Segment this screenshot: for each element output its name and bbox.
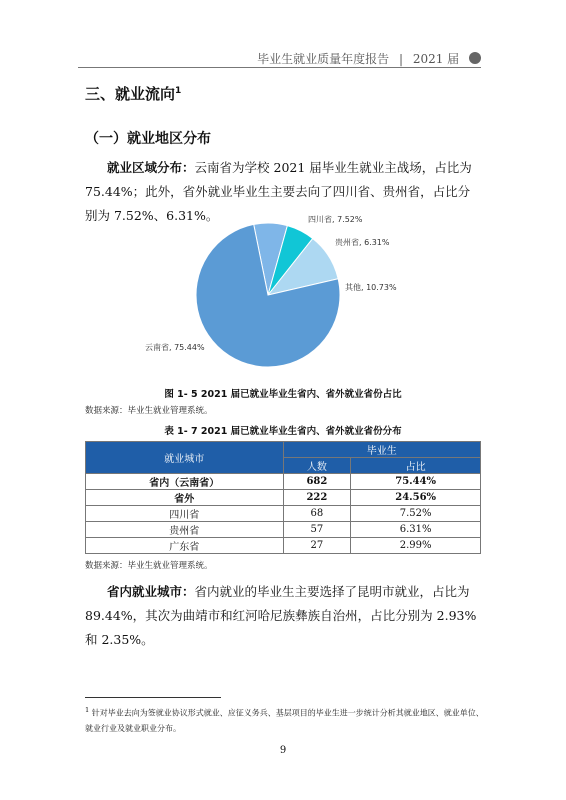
section-title-text: 三、就业流向 <box>85 85 176 103</box>
col-city-header: 就业城市 <box>86 442 284 474</box>
slice-label: 贵州省, 6.31% <box>335 238 390 247</box>
paragraph-text: 云南省为学校 2021 届毕业生就业主战场，占比为 75.44%；此外，省外就业毕业生主要去向了四川省、贵州省，占比分别为 7.52%、6.31%。 <box>85 160 472 223</box>
cell-ratio: 75.44% <box>351 474 481 490</box>
paragraph-lead: 就业区域分布： <box>107 160 195 175</box>
cell-count: 68 <box>283 506 351 522</box>
slice-label: 其他, 10.73% <box>345 283 397 292</box>
cell-count: 27 <box>283 538 351 554</box>
table-source: 数据来源：毕业生就业管理系统。 <box>85 561 213 571</box>
cell-ratio: 7.52% <box>351 506 481 522</box>
table-row <box>86 474 481 490</box>
header-title: 毕业生就业质量年度报告 <box>257 52 390 66</box>
cell-count: 222 <box>283 490 351 506</box>
footnote <box>85 703 485 736</box>
cell-ratio: 24.56% <box>351 490 481 506</box>
cell-count: 682 <box>283 474 351 490</box>
footnote-ref: 1 <box>175 86 182 96</box>
header-dot-icon <box>469 52 481 64</box>
col-ratio-header: 占比 <box>351 458 481 474</box>
cell-ratio: 6.31% <box>351 522 481 538</box>
cell-name: 省外 <box>86 490 284 506</box>
page-number: 9 <box>279 745 287 756</box>
paragraph-lead: 省内就业城市： <box>107 584 195 599</box>
cell-name: 贵州省 <box>86 522 284 538</box>
footnote-rule <box>85 697 221 698</box>
paragraph-city <box>85 580 481 652</box>
page-header <box>78 50 481 64</box>
header-rule <box>78 67 481 68</box>
cell-name: 四川省 <box>86 506 284 522</box>
table-row <box>86 506 481 522</box>
cell-name: 省内（云南省） <box>86 474 284 490</box>
header-year: 2021 届 <box>412 52 460 66</box>
section-title <box>85 83 181 104</box>
pie-chart <box>130 210 450 375</box>
table-caption: 表 1- 7 2021 届已就业毕业生省内、省外就业省份分布 <box>164 426 402 437</box>
table-body <box>86 474 481 554</box>
subsection-title: （一）就业地区分布 <box>85 131 211 147</box>
col-count-header: 人数 <box>283 458 351 474</box>
table-row <box>86 538 481 554</box>
header-separator: | <box>398 52 403 66</box>
slice-label: 四川省, 7.52% <box>308 215 363 224</box>
table-row <box>86 522 481 538</box>
footnote-number: 1 <box>85 706 90 714</box>
cell-ratio: 2.99% <box>351 538 481 554</box>
table-row <box>86 490 481 506</box>
paragraph-text: 省内就业的毕业生主要选择了昆明市就业，占比为 89.44%，其次为曲靖市和红河哈尼族彝族自治州，占比分别为 2.93%和 2.35%。 <box>85 584 477 647</box>
cell-count: 57 <box>283 522 351 538</box>
slice-label: 云南省, 75.44% <box>145 343 205 352</box>
footnote-text: 针对毕业去向为签就业协议形式就业、应征义务兵、基层项目的毕业生进一步统计分析其就业地区、就业单位、就业行业及就业职业分布。 <box>85 708 484 733</box>
province-table <box>85 441 481 554</box>
col-group-header: 毕业生 <box>283 442 481 458</box>
cell-name: 广东省 <box>86 538 284 554</box>
figure-source: 数据来源：毕业生就业管理系统。 <box>85 406 213 416</box>
figure-caption: 图 1- 5 2021 届已就业毕业生省内、省外就业省份占比 <box>164 389 402 400</box>
